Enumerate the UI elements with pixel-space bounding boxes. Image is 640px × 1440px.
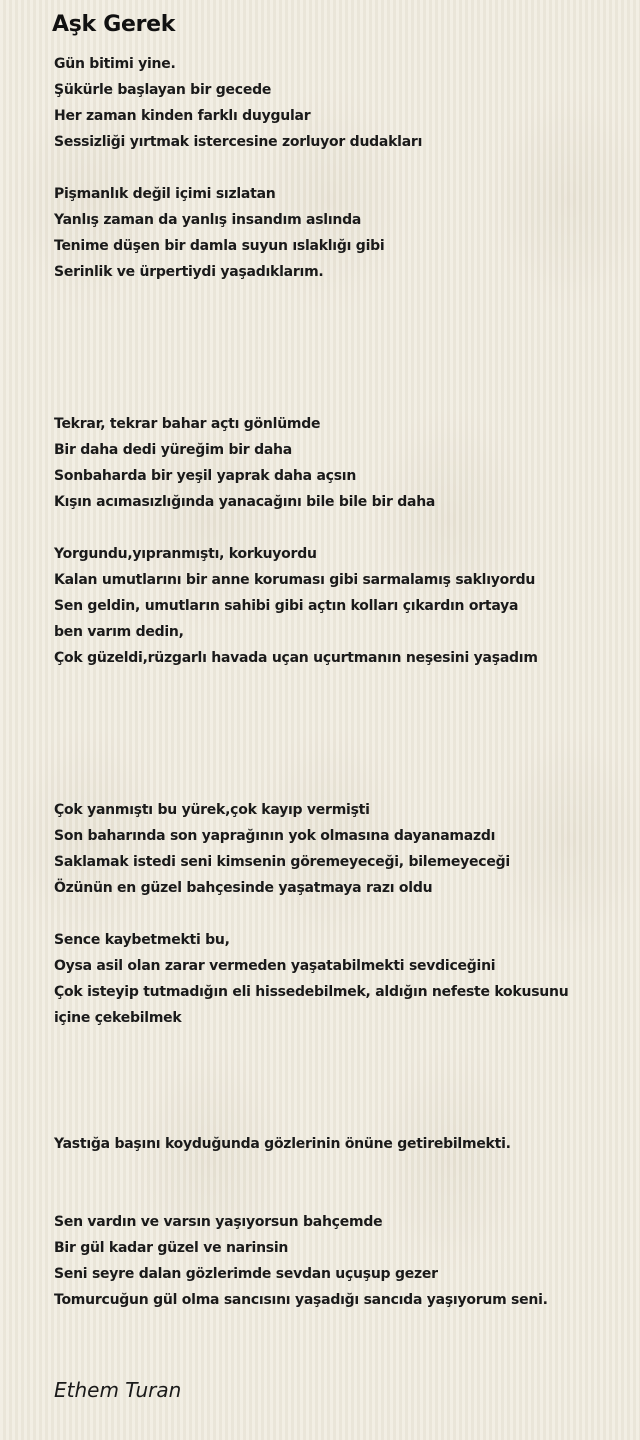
poem-line: ben varım dedin,	[54, 624, 184, 640]
poem-line: Pişmanlık değil içimi sızlatan	[54, 186, 276, 202]
poem-line: Şükürle başlayan bir gecede	[54, 82, 272, 98]
poem-line: Kışın acımasızlığında yanacağını bile bile bir daha	[54, 494, 436, 510]
poem-line: Sence kaybetmekti bu,	[54, 932, 230, 948]
poem-line: Tomurcuğun gül olma sancısını yaşadığı sancıda yaşıyorum seni.	[54, 1292, 548, 1308]
poem-line: Seni seyre dalan gözlerimde sevdan uçuşup gezer	[54, 1266, 438, 1282]
poem-line: Tekrar, tekrar bahar açtı gönlümde	[54, 416, 321, 432]
poem-line: Sessizliği yırtmak istercesine zorluyor dudakları	[54, 134, 423, 150]
poem-line: Sen geldin, umutların sahibi gibi açtın kolları çıkardın ortaya	[54, 598, 519, 614]
poem-line: Yorgundu,yıpranmıştı, korkuyordu	[54, 546, 317, 562]
poem-line: Bir daha dedi yüreğim bir daha	[54, 442, 292, 458]
poem-line: Yastığa başını koyduğunda gözlerinin önüne getirebilmekti.	[54, 1136, 511, 1152]
poem-line: Sen vardın ve varsın yaşıyorsun bahçemde	[54, 1214, 383, 1230]
poem-line: Saklamak istedi seni kimsenin göremeyeceği, bilemeyeceği	[54, 854, 510, 870]
poem-line: Yanlış zaman da yanlış insandım aslında	[54, 212, 362, 228]
poem-line: Bir gül kadar güzel ve narinsin	[54, 1240, 289, 1256]
poem-line: Çok yanmıştı bu yürek,çok kayıp vermişti	[54, 802, 370, 818]
poem-line: Tenime düşen bir damla suyun ıslaklığı gibi	[54, 238, 385, 254]
poem-line: Özünün en güzel bahçesinde yaşatmaya razı oldu	[54, 880, 433, 896]
poem-line: Çok isteyip tutmadığın eli hissedebilmek, aldığın nefeste kokusunu	[54, 984, 569, 1000]
poem-line: içine çekebilmek	[54, 1010, 182, 1026]
poem-author: Ethem Turan	[54, 1378, 182, 1402]
poem-title: Aşk Gerek	[52, 12, 176, 37]
poem-line: Serinlik ve ürpertiydi yaşadıklarım.	[54, 264, 324, 280]
poem-line: Oysa asil olan zarar vermeden yaşatabilmekti sevdiceğini	[54, 958, 496, 974]
poem-line: Gün bitimi yine.	[54, 56, 176, 72]
poem-line: Son baharında son yaprağının yok olmasına dayanamazdı	[54, 828, 496, 844]
poem-line: Her zaman kinden farklı duygular	[54, 108, 311, 124]
poem-line: Kalan umutlarını bir anne koruması gibi sarmalamış saklıyordu	[54, 572, 536, 588]
poem-line: Çok güzeldi,rüzgarlı havada uçan uçurtmanın neşesini yaşadım	[54, 650, 538, 666]
poem-line: Sonbaharda bir yeşil yaprak daha açsın	[54, 468, 357, 484]
